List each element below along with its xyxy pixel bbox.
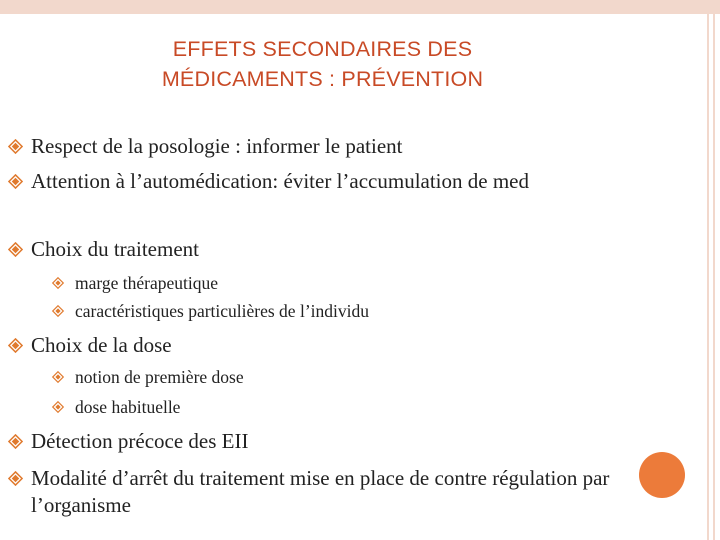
diamond-bullet-icon bbox=[8, 139, 23, 154]
bullet-item-choix-dose bbox=[31, 332, 172, 358]
bullet-item-detection bbox=[31, 428, 248, 454]
bullet-item-posologie bbox=[31, 133, 402, 159]
sub-bullet-marge bbox=[75, 272, 218, 294]
bullet-text: Attention à l’automédication: éviter l’accumulation de med bbox=[31, 169, 529, 193]
sub-bullet-dose-habituelle bbox=[75, 396, 180, 418]
sub-bullet-caracteristiques bbox=[75, 300, 369, 322]
diamond-bullet-icon bbox=[51, 276, 65, 290]
bullet-text-continuation: l’organisme bbox=[31, 493, 131, 517]
top-border bbox=[0, 0, 720, 14]
right-border-outer bbox=[707, 0, 709, 540]
diamond-bullet-icon bbox=[8, 242, 23, 257]
bullet-text: Modalité d’arrêt du traitement mise en place de contre régulation par bbox=[31, 466, 610, 490]
sub-bullet-text: marge thérapeutique bbox=[75, 273, 219, 293]
diamond-bullet-icon bbox=[8, 338, 23, 353]
diamond-bullet-icon bbox=[51, 400, 65, 414]
diamond-bullet-icon bbox=[51, 370, 65, 384]
title-line-1: EFFETS SECONDAIRES DES bbox=[172, 37, 473, 61]
bullet-item-choix-traitement bbox=[31, 236, 199, 262]
bullet-text: Détection précoce des EII bbox=[31, 429, 249, 453]
bullet-text: Choix de la dose bbox=[31, 333, 172, 357]
bullet-item-automedication bbox=[31, 168, 529, 194]
title-line-2: MÉDICAMENTS : PRÉVENTION bbox=[161, 67, 484, 91]
diamond-bullet-icon bbox=[8, 434, 23, 449]
accent-circle bbox=[639, 452, 685, 498]
bullet-item-modalite-arret bbox=[31, 465, 609, 491]
bullet-text: Respect de la posologie : informer le patient bbox=[31, 134, 403, 158]
sub-bullet-text: notion de première dose bbox=[75, 367, 244, 387]
sub-bullet-text: dose habituelle bbox=[75, 397, 181, 417]
diamond-bullet-icon bbox=[8, 174, 23, 189]
slide-title bbox=[0, 34, 645, 94]
diamond-bullet-icon bbox=[51, 304, 65, 318]
diamond-bullet-icon bbox=[8, 471, 23, 486]
sub-bullet-text: caractéristiques particulières de l’individu bbox=[75, 301, 369, 321]
right-border-inner bbox=[713, 0, 715, 540]
bullet-text: Choix du traitement bbox=[31, 237, 199, 261]
sub-bullet-premiere-dose bbox=[75, 366, 244, 388]
